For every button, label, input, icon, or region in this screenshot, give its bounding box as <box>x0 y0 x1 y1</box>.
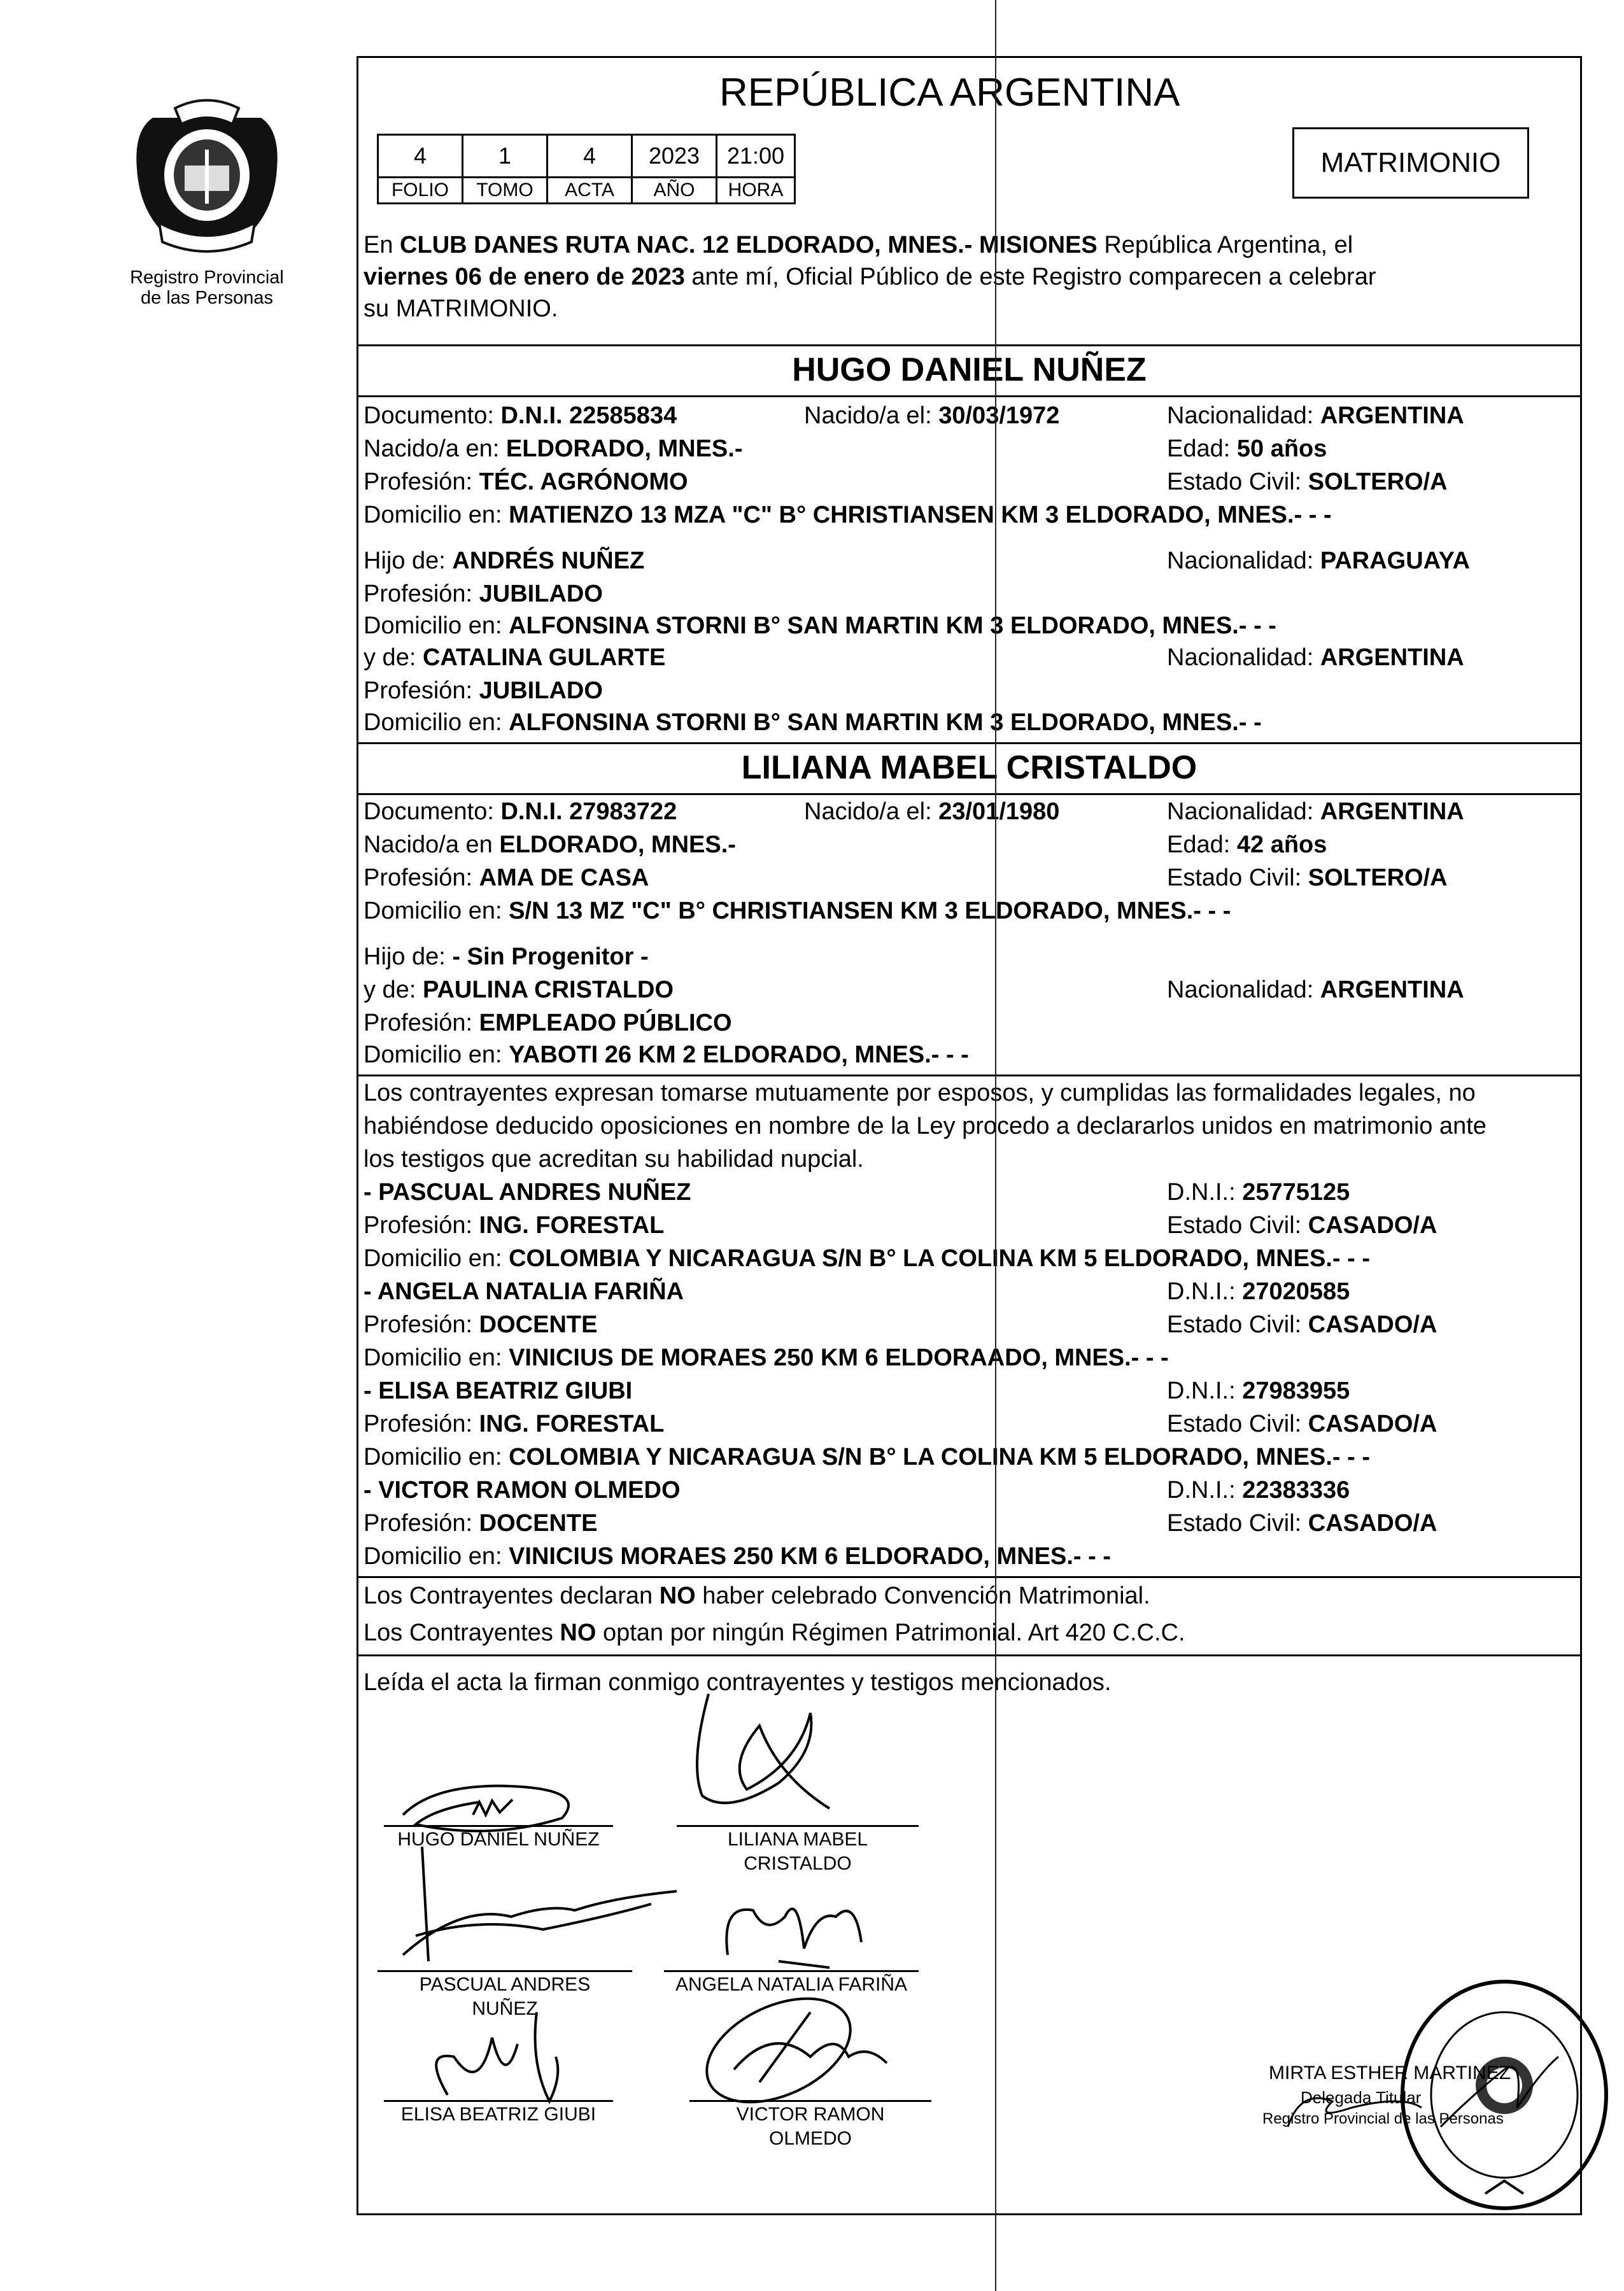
groom-mother-profession: Profesión: JUBILADO <box>364 677 603 704</box>
groom-mother-nationality: Nacionalidad: ARGENTINA <box>1167 644 1464 671</box>
declaration-line-2: habiéndose deducido oposiciones en nombre de la Ley procedo a declararlos unidos en matrimonio ante <box>364 1113 1486 1139</box>
bride-father: Hijo de: - Sin Progenitor - <box>364 943 649 970</box>
witness-4-dni: D.N.I.: 22383336 <box>1167 1477 1350 1504</box>
signature-caption-elisa: ELISA BEATRIZ GIUBI <box>400 2104 597 2125</box>
divider <box>358 1576 1580 1578</box>
bride-birthdate: Nacido/a el: 23/01/1980 <box>804 798 1060 825</box>
bride-mother-nationality: Nacionalidad: ARGENTINA <box>1167 976 1464 1003</box>
bride-name-header: LILIANA MABEL CRISTALDO <box>741 749 1197 786</box>
witness-3-dni: D.N.I.: 27983955 <box>1167 1378 1350 1404</box>
witness-3-profession: Profesión: ING. FORESTAL <box>364 1411 665 1437</box>
signature-line <box>384 2100 613 2102</box>
divider <box>358 395 1580 397</box>
bride-age: Edad: 42 años <box>1167 831 1327 858</box>
signature-caption-angela: ANGELA NATALIA FARIÑA <box>675 1974 907 1995</box>
document-title: REPÚBLICA ARGENTINA <box>719 71 1180 115</box>
convention-line-2: Los Contrayentes NO optan por ningún Régimen Patrimonial. Art 420 C.C.C. <box>364 1619 1185 1646</box>
signature-line <box>689 2100 931 2102</box>
bride-mother-profession: Profesión: EMPLEADO PÚBLICO <box>364 1010 732 1036</box>
witness-1-name: - PASCUAL ANDRES NUÑEZ <box>364 1179 691 1206</box>
intro-line-1: En CLUB DANES RUTA NAC. 12 ELDORADO, MNES.- MISIONES República Argentina, el <box>364 232 1353 258</box>
witness-4-profession: Profesión: DOCENTE <box>364 1510 598 1537</box>
bride-birthplace: Nacido/a en ELDORADO, MNES.- <box>364 831 736 858</box>
bride-civil-status: Estado Civil: SOLTERO/A <box>1167 864 1448 891</box>
witness-2-profession: Profesión: DOCENTE <box>364 1311 598 1338</box>
scan-fold-line <box>995 0 996 2291</box>
divider <box>358 1654 1580 1656</box>
logo-caption-line2: de las Personas <box>141 288 273 308</box>
declaration-line-3: los testigos que acreditan su habilidad nupcial. <box>364 1146 864 1173</box>
groom-father: Hijo de: ANDRÉS NUÑEZ <box>364 547 645 574</box>
witness-1-civil-status: Estado Civil: CASADO/A <box>1167 1212 1437 1239</box>
intro-line-3: su MATRIMONIO. <box>364 295 558 322</box>
bride-mother: y de: PAULINA CRISTALDO <box>364 976 674 1003</box>
groom-birthdate: Nacido/a el: 30/03/1972 <box>804 402 1060 429</box>
bride-profession: Profesión: AMA DE CASA <box>364 864 649 891</box>
witness-3-address: Domicilio en: COLOMBIA Y NICARAGUA S/N B° LA COLINA KM 5 ELDORADO, MNES.- - - <box>364 1444 1371 1470</box>
groom-nationality: Nacionalidad: ARGENTINA <box>1167 402 1464 429</box>
witness-4-name: - VICTOR RAMON OLMEDO <box>364 1477 681 1504</box>
signature-official-flourish <box>1434 2031 1562 2133</box>
witness-1-profession: Profesión: ING. FORESTAL <box>364 1212 665 1239</box>
bride-nationality: Nacionalidad: ARGENTINA <box>1167 798 1464 825</box>
hour-label: HORA <box>717 178 795 204</box>
convention-line-1: Los Contrayentes declaran NO haber celebrado Convención Matrimonial. <box>364 1583 1150 1609</box>
acta-label: ACTA <box>547 178 632 204</box>
signature-line <box>664 1970 919 1972</box>
bride-address: Domicilio en: S/N 13 MZ "C" B° CHRISTIANSEN KM 3 ELDORADO, MNES.- - - <box>364 898 1231 924</box>
signature-caption-hugo: HUGO DANIEL NUÑEZ <box>397 1829 600 1850</box>
act-type-box: MATRIMONIO <box>1292 127 1529 199</box>
groom-name-header: HUGO DANIEL NUÑEZ <box>792 351 1147 388</box>
groom-age: Edad: 50 años <box>1167 435 1327 462</box>
groom-address: Domicilio en: MATIENZO 13 MZA "C" B° CHRISTIANSEN KM 3 ELDORADO, MNES.- - - <box>364 502 1332 528</box>
intro-line-2: viernes 06 de enero de 2023 ante mí, Oficial Público de este Registro comparecen a celebrar <box>364 264 1376 290</box>
registry-logo <box>115 92 299 321</box>
official-name: MIRTA ESTHER MARTINEZ <box>1269 2062 1511 2083</box>
official-office: Registro Provincial de las Personas <box>1262 2110 1504 2127</box>
witness-2-dni: D.N.I.: 27020585 <box>1167 1278 1350 1305</box>
logo-caption-line1: Registro Provincial <box>130 267 284 288</box>
bride-mother-address: Domicilio en: YABOTI 26 KM 2 ELDORADO, MNES.- - - <box>364 1041 969 1068</box>
groom-mother-address: Domicilio en: ALFONSINA STORNI B° SAN MARTIN KM 3 ELDORADO, MNES.- - <box>364 709 1262 736</box>
witness-3-name: - ELISA BEATRIZ GIUBI <box>364 1378 633 1404</box>
signature-line <box>378 1970 632 1972</box>
divider <box>358 742 1580 744</box>
signature-angela <box>702 1879 893 1974</box>
groom-father-profession: Profesión: JUBILADO <box>364 581 603 607</box>
divider <box>358 793 1580 795</box>
signature-liliana <box>651 1688 842 1821</box>
hour-value: 21:00 <box>717 135 795 178</box>
tomo-label: TOMO <box>463 178 547 204</box>
witness-1-dni: D.N.I.: 25775125 <box>1167 1179 1350 1206</box>
acta-value: 4 <box>547 135 632 178</box>
witness-4-civil-status: Estado Civil: CASADO/A <box>1167 1510 1437 1537</box>
witness-2-name: - ANGELA NATALIA FARIÑA <box>364 1278 684 1305</box>
groom-father-nationality: Nacionalidad: PARAGUAYA <box>1167 547 1470 574</box>
signature-victor <box>683 1987 900 2108</box>
folio-value: 4 <box>378 135 463 178</box>
official-role: Delegada Titular <box>1301 2088 1422 2107</box>
provincial-seal-icon <box>115 92 299 264</box>
signature-line <box>384 1825 613 1827</box>
groom-birthplace: Nacido/a en: ELDORADO, MNES.- <box>364 435 743 462</box>
groom-profession: Profesión: TÉC. AGRÓNOMO <box>364 469 688 495</box>
groom-civil-status: Estado Civil: SOLTERO/A <box>1167 469 1448 495</box>
declaration-line-1: Los contrayentes expresan tomarse mutuamente por esposos, y cumplidas las formalidades legales, no <box>364 1080 1476 1106</box>
bride-document: Documento: D.N.I. 27983722 <box>364 798 677 825</box>
witness-2-civil-status: Estado Civil: CASADO/A <box>1167 1311 1437 1338</box>
signature-caption-pascual: PASCUAL ANDRES NUÑEZ <box>419 1974 591 2019</box>
year-value: 2023 <box>632 135 717 178</box>
witness-4-address: Domicilio en: VINICIUS MORAES 250 KM 6 ELDORADO, MNES.- - - <box>364 1543 1111 1570</box>
witness-3-civil-status: Estado Civil: CASADO/A <box>1167 1411 1437 1437</box>
groom-father-address: Domicilio en: ALFONSINA STORNI B° SAN MARTIN KM 3 ELDORADO, MNES.- - - <box>364 612 1276 639</box>
signatures-lead: Leída el acta la firman conmigo contrayentes y testigos mencionados. <box>364 1669 1112 1696</box>
certificate-frame <box>357 56 1582 2215</box>
groom-mother: y de: CATALINA GULARTE <box>364 644 666 671</box>
tomo-value: 1 <box>463 135 547 178</box>
witness-2-address: Domicilio en: VINICIUS DE MORAES 250 KM 6 ELDORAADO, MNES.- - - <box>364 1344 1169 1371</box>
folio-label: FOLIO <box>378 178 463 204</box>
groom-document: Documento: D.N.I. 22585834 <box>364 402 677 429</box>
signature-caption-liliana: LILIANA MABEL CRISTALDO <box>727 1829 868 1874</box>
signature-caption-victor: VICTOR RAMON OLMEDO <box>736 2104 885 2149</box>
divider <box>358 1075 1580 1076</box>
signature-pascual <box>384 1840 689 1968</box>
signature-elisa <box>409 1999 588 2108</box>
divider <box>358 344 1580 346</box>
witness-1-address: Domicilio en: COLOMBIA Y NICARAGUA S/N B° LA COLINA KM 5 ELDORADO, MNES.- - - <box>364 1245 1371 1272</box>
signature-line <box>677 1825 919 1827</box>
year-label: AÑO <box>632 178 717 204</box>
